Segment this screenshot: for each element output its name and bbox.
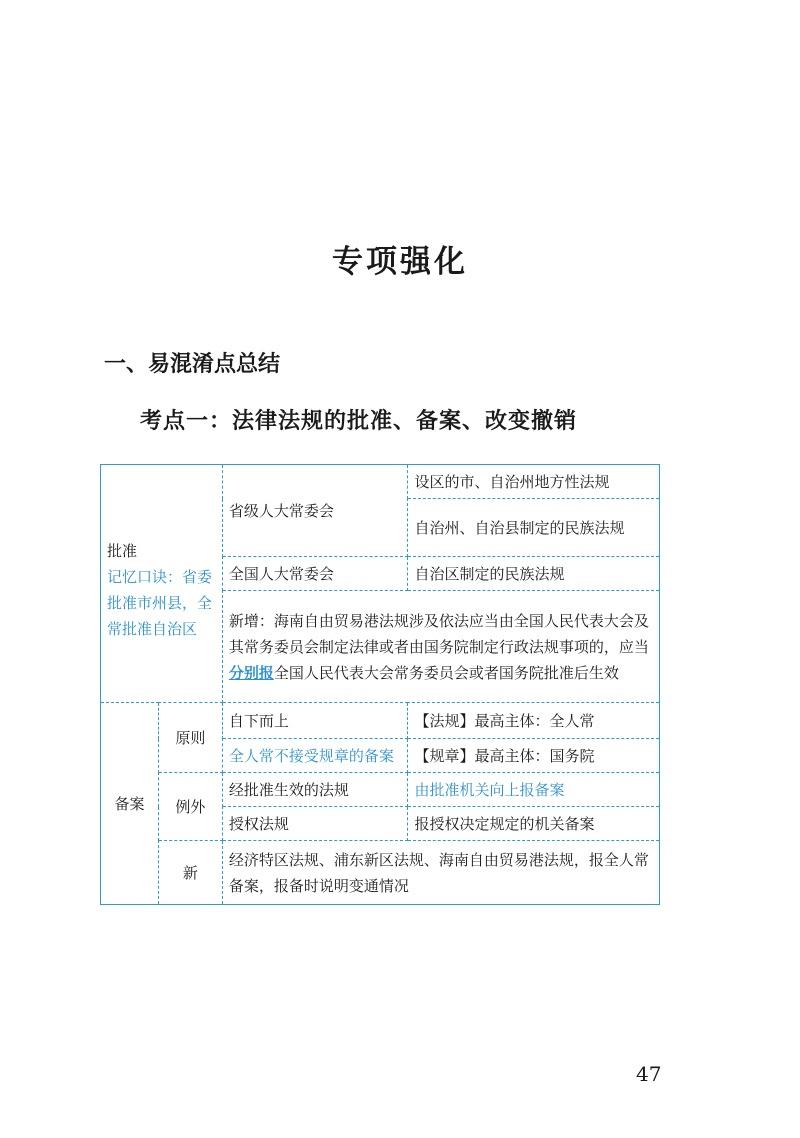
principle-row-1-left: 自下而上 bbox=[222, 703, 408, 739]
approval-new-prefix: 新增：海南自由贸易港法规涉及依法应当由全国人民代表大会及其常务委员会制定法律或者由国务院制定行政法规事项的，应当 bbox=[228, 611, 649, 656]
approval-new-emphasis: 分别报 bbox=[228, 663, 274, 682]
national-committee-cell: 全国人大常委会 bbox=[222, 557, 408, 591]
filing-new-label: 新 bbox=[158, 841, 222, 905]
national-item: 自治区制定的民族法规 bbox=[408, 557, 660, 591]
exception-row-1-left: 经批准生效的法规 bbox=[222, 773, 408, 807]
provincial-item-1: 设区的市、自治州地方性法规 bbox=[408, 465, 660, 499]
principle-row-2-left: 全人常不接受规章的备案 bbox=[222, 739, 408, 773]
approval-mnemonic: 记忆口诀：省委批准市州县，全常批准自治区 bbox=[107, 568, 213, 638]
approval-new-note bbox=[222, 591, 659, 703]
exception-label: 例外 bbox=[158, 773, 222, 841]
subsection-heading: 考点一：法律法规的批准、备案、改变撤销 bbox=[140, 409, 578, 434]
filing-new-text: 经济特区法规、浦东新区法规、海南自由贸易港法规，报全人常备案，报备时说明变通情况 bbox=[222, 841, 659, 905]
page-title: 专项强化 bbox=[332, 244, 468, 280]
approval-label: 批准 bbox=[107, 542, 138, 560]
exception-row-1-right: 由批准机关向上报备案 bbox=[408, 773, 660, 807]
filing-label: 备案 bbox=[101, 703, 159, 905]
provincial-committee-cell: 省级人大常委会 bbox=[222, 465, 408, 557]
principle-row-2-right: 【规章】最高主体：国务院 bbox=[408, 739, 660, 773]
principle-label: 原则 bbox=[158, 703, 222, 773]
exception-row-2-left: 授权法规 bbox=[222, 807, 408, 841]
approval-new-suffix: 全国人民代表大会常务委员会或者国务院批准后生效 bbox=[273, 663, 619, 682]
exception-row-2-right: 报授权决定规定的机关备案 bbox=[408, 807, 660, 841]
page-number: 47 bbox=[636, 1062, 662, 1086]
section-heading: 一、易混淆点总结 bbox=[104, 352, 281, 377]
summary-table bbox=[100, 464, 660, 905]
principle-row-1-right: 【法规】最高主体：全人常 bbox=[408, 703, 660, 739]
provincial-item-2: 自治州、自治县制定的民族法规 bbox=[408, 499, 660, 557]
approval-cell bbox=[101, 465, 223, 703]
